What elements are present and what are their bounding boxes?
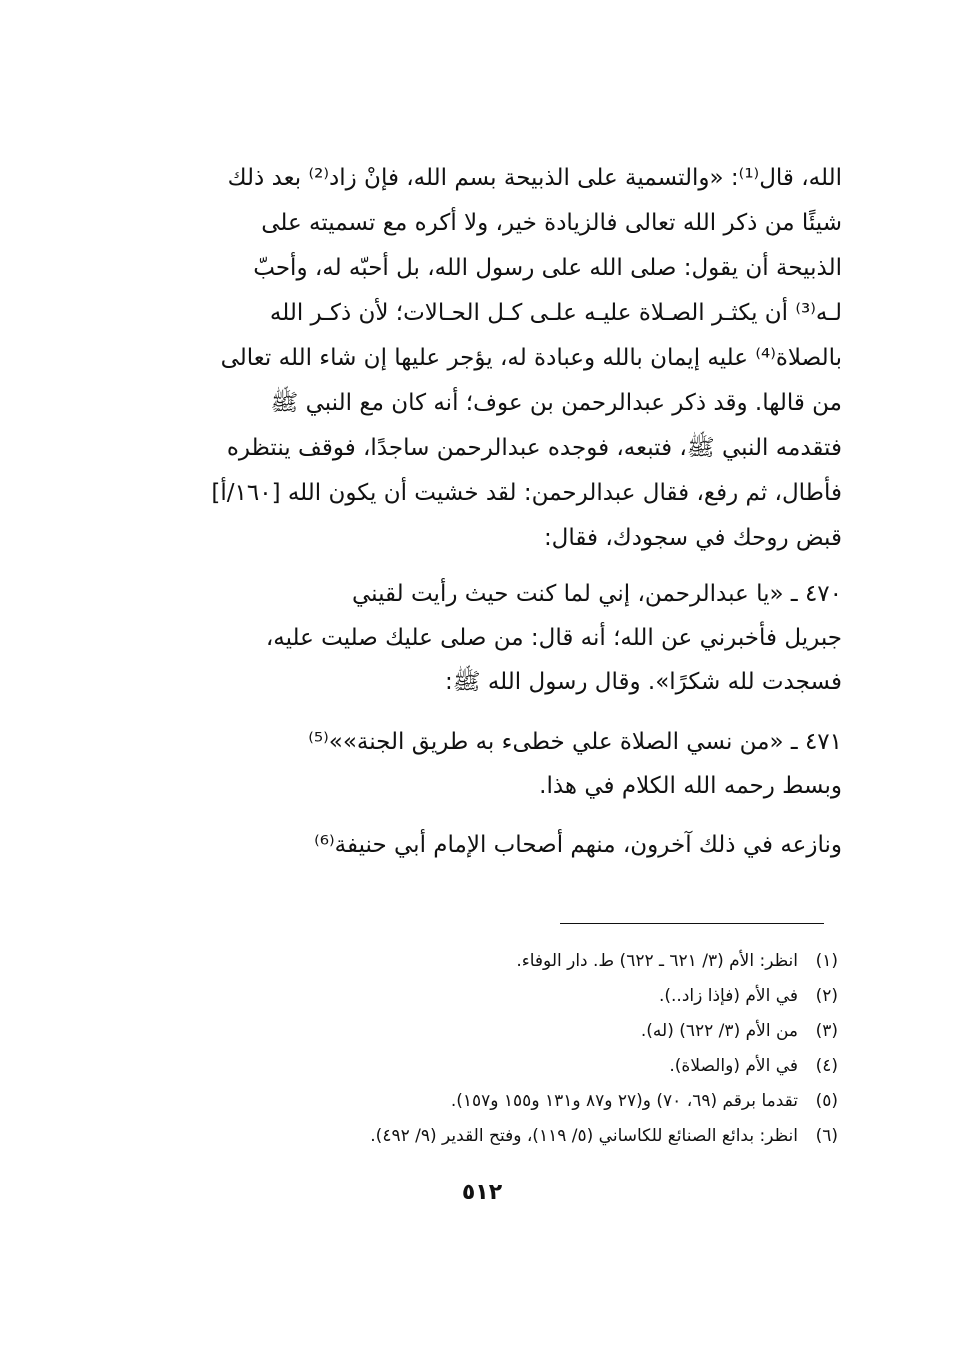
text-line: ونازعه في ذلك آخرون، منهم أصحاب الإمام أبي حنيفة⁽⁶⁾ [314,832,842,858]
page-number: ٥١٢ [461,1180,503,1205]
footnote-number: (٦) [815,1126,838,1146]
text-line: الله، قال⁽¹⁾: «والتسمية على الذبيحة بسم الله، فإنْ زاد⁽²⁾ بعد ذلك [227,165,842,191]
footnote-text: في الأم (والصلاة). [669,1056,798,1076]
hadith-471 [132,720,842,808]
footnote-separator [560,923,824,924]
text-line: لـه⁽³⁾ أن يكثـر الصـلاة عليـه علـى كـل الحـالات؛ لأن ذكـر الله [269,300,842,326]
text-line: بالصلاة⁽⁴⁾ عليه إيمان بالله وعبادة له، يؤجر عليها إن شاء الله تعالى [220,345,842,371]
text-line: قبض روحك في سجودك، فقال: [543,525,842,551]
footnote [278,1084,838,1119]
hadith-470 [132,572,842,704]
footnote [278,1014,838,1049]
paragraph-continued-quote [132,156,842,561]
footnote-text: انظر: الأم (٣/ ٦٢١ ـ ٦٢٢) ط. دار الوفاء. [516,951,798,971]
text-line: فأطال، ثم رفع، فقال عبدالرحمن: لقد خشيت أن يكون الله [١٦٠/أ] [211,480,842,506]
footnote [278,979,838,1014]
text-line: من قالها. وقد ذكر عبدالرحمن بن عوف؛ أنه كان مع النبي ﷺ [270,390,842,416]
paragraph-disputants [132,823,842,868]
text-line: فتقدمه النبي ﷺ، فتبعه، فوجده عبدالرحمن ساجدًا، فوقف ينتظره [226,435,842,461]
text-line: ٤٧١ ـ «من نسي الصلاة علي خطىء به طريق الجنة»»⁽⁵⁾ [308,729,842,755]
footnote-number: (٥) [815,1091,838,1111]
footnote-text: من الأم (٣/ ٦٢٢) (له). [640,1021,798,1041]
text-line: جبريل فأخبرني عن الله؛ أنه قال: من صلى عليك صليت عليه، [265,625,842,651]
footnote [278,944,838,979]
text-line: ٤٧٠ ـ «يا عبدالرحمن، إني لما كنت حيث رأيت لقيني [351,581,842,607]
text-line: وبسط رحمه الله الكلام في هذا. [539,773,842,799]
text-line: شيئًا من ذكر الله تعالى فالزيادة خير، ولا أكره مع تسميته على [261,210,842,236]
footnote-number: (١) [815,951,838,971]
footnote-number: (٢) [815,986,838,1006]
footnote [278,1119,838,1154]
footnote [278,1049,838,1084]
footnote-number: (٣) [815,1021,838,1041]
footnote-text: انظر: بدائع الصنائع للكاساني (٥/ ١١٩)، وفتح القدير (٩/ ٤٩٢). [370,1126,798,1146]
footnote-text: تقدما برقم (٦٩، ٧٠) و(٢٧ و٨٧ و١٣١ و١٥٥ و١٥٧). [450,1091,798,1111]
text-line: الذبيحة أن يقول: صلى الله على رسول الله، بل أحبّه له، وأحبّ [253,255,842,281]
text-line: فسجدت لله شكرًا». وقال رسول الله ﷺ: [444,669,842,695]
footnotes [278,944,838,1154]
footnote-text: في الأم (فإذا زاد..). [658,986,798,1006]
footnote-number: (٤) [815,1056,838,1076]
